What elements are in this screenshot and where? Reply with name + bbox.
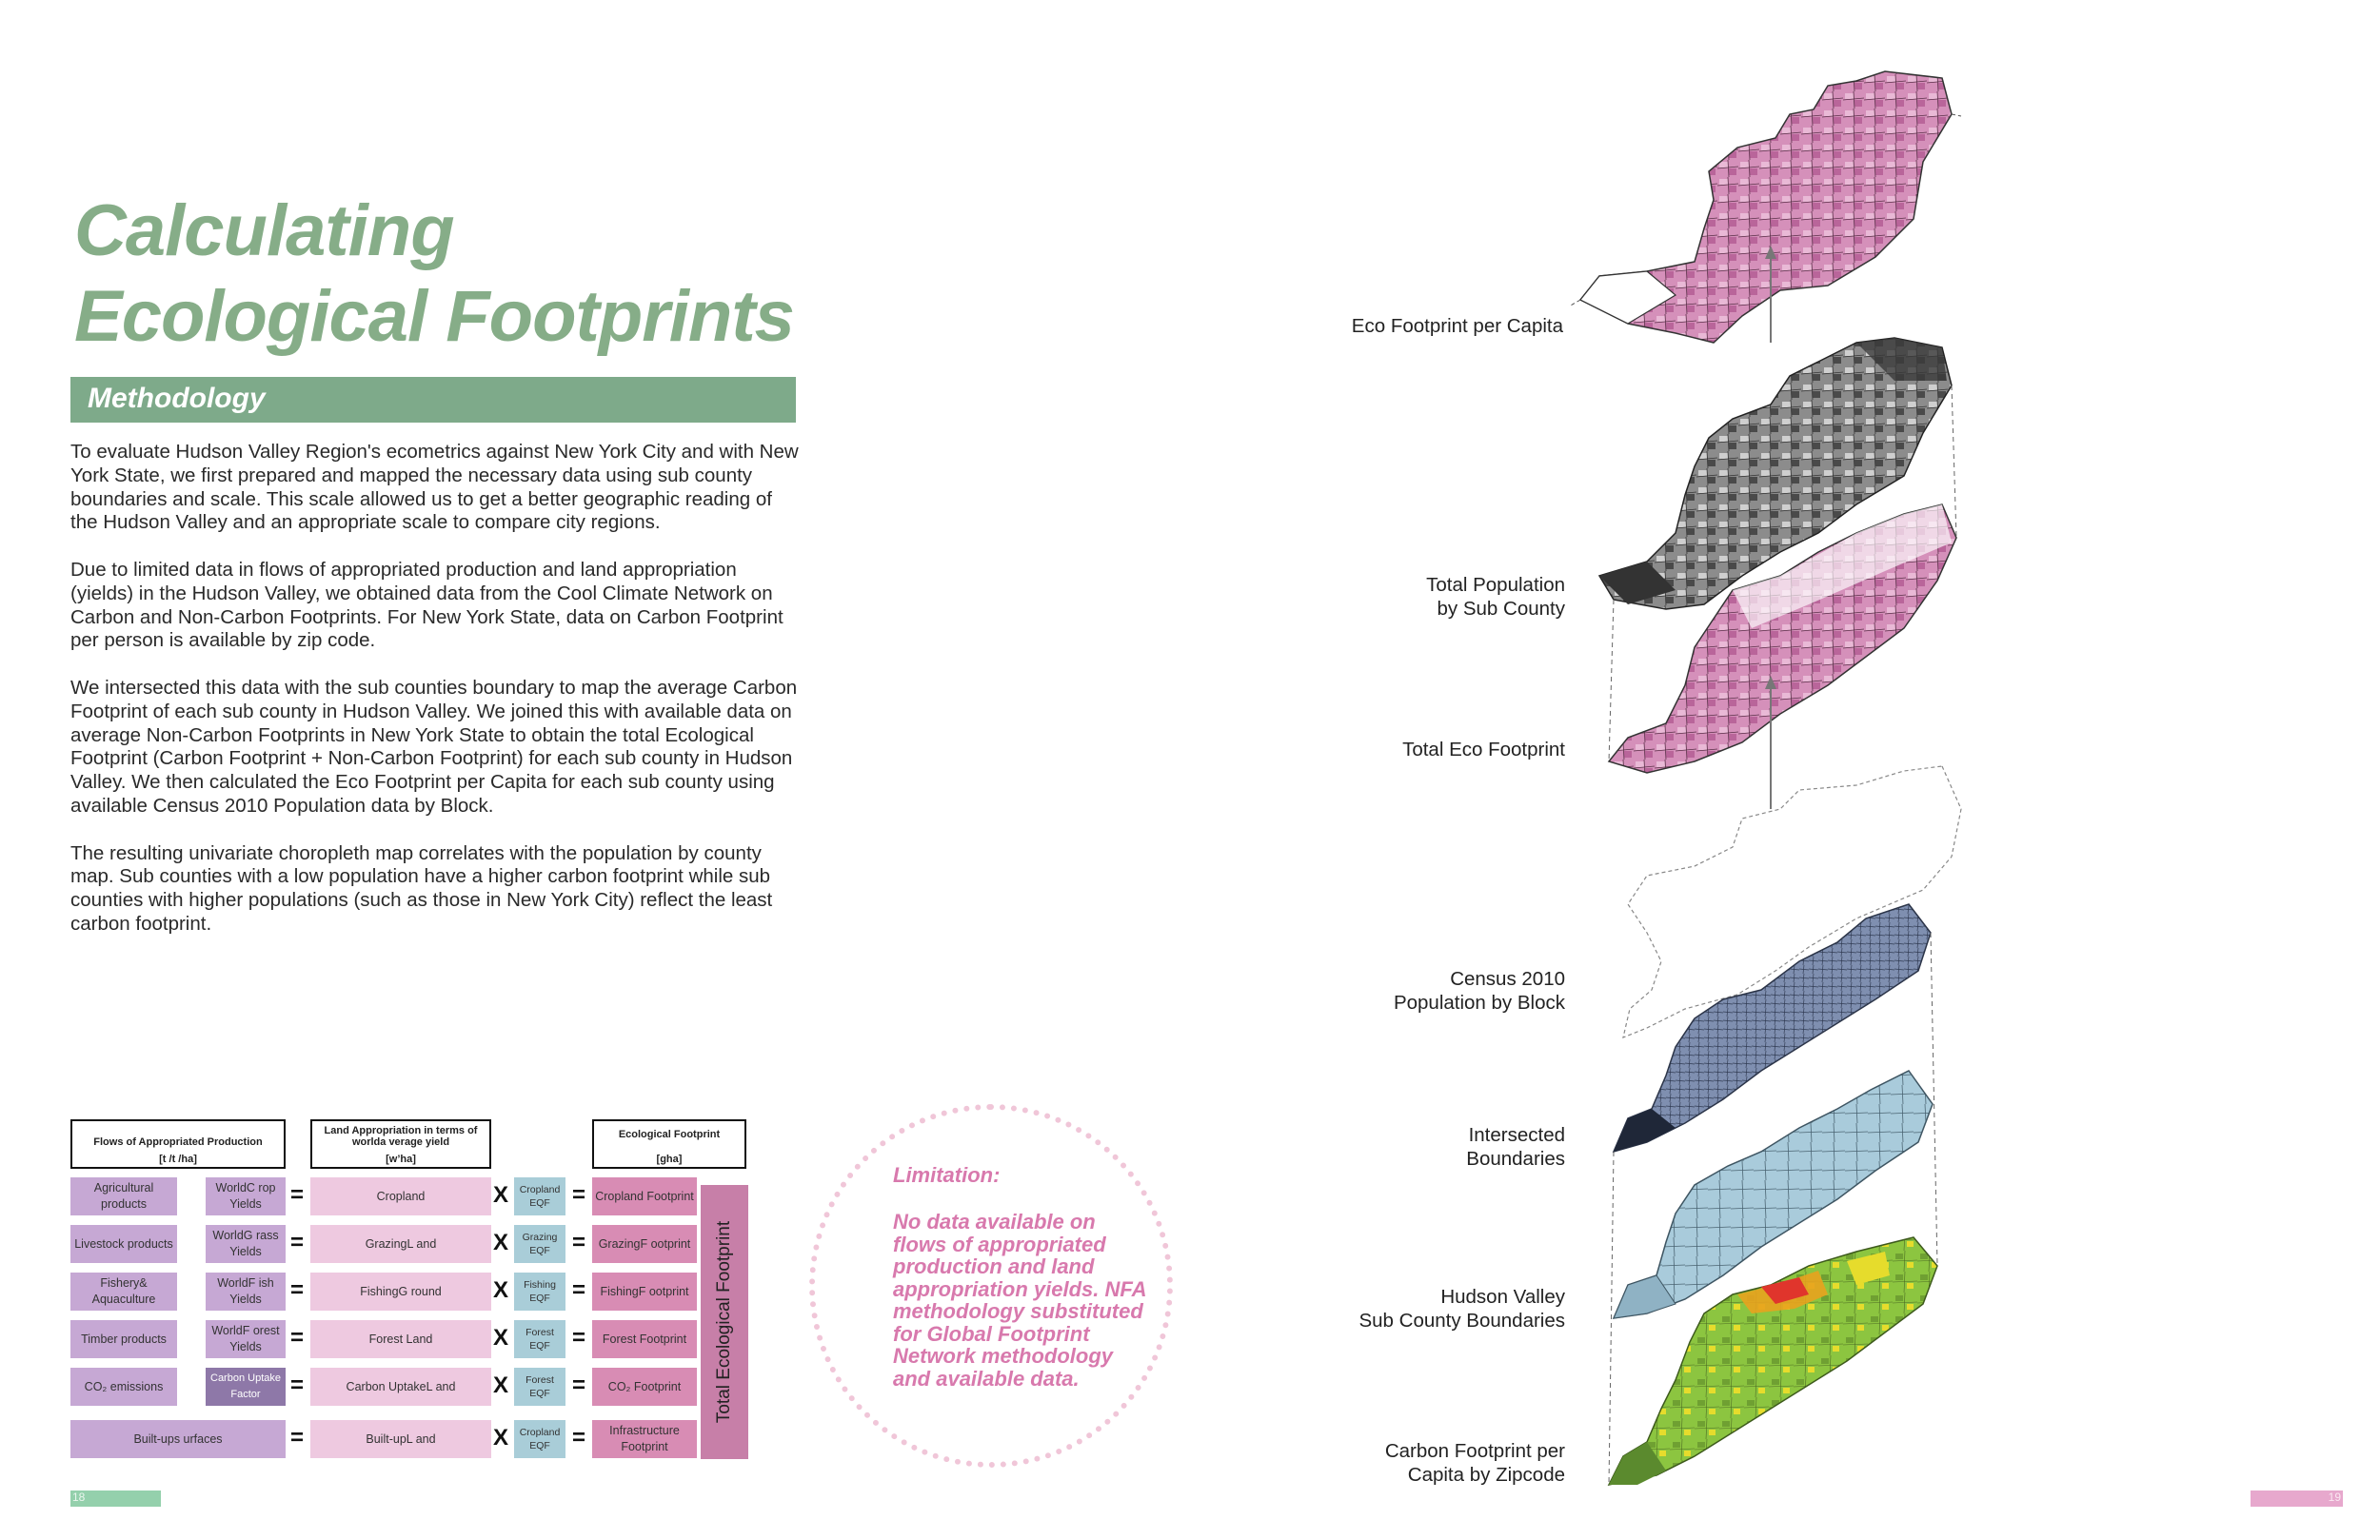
table-cell-eqf: Forest EQF <box>514 1320 565 1358</box>
table-cell-eqf: Cropland EQF <box>514 1177 565 1215</box>
table-cell-footprint: Infrastructure Footprint <box>592 1420 697 1458</box>
equals-sign: = <box>571 1230 585 1255</box>
times-sign: X <box>492 1425 508 1451</box>
table-cell-production: Built-ups urfaces <box>70 1420 286 1458</box>
paragraph: Due to limited data in flows of appropriated production and land appropriation (yields) in the Hudson Valley, we obtained data from the Cool Climate Network on Carbon and Non-Carbon Footprints. For New York State, data on Carbon Footprint per person is available by zip code. <box>70 558 783 652</box>
table-cell-footprint: Forest Footprint <box>592 1320 697 1358</box>
table-cell-production: Timber products <box>70 1320 177 1358</box>
layer-label-population-subcounty: Total Population by Sub County <box>1426 574 1565 620</box>
table-cell-land: FishingG round <box>310 1273 491 1311</box>
header-production: Flows of Appropriated Production <box>70 1119 286 1169</box>
times-sign: X <box>492 1182 508 1208</box>
paragraph: The resulting univariate choropleth map correlates with the population by county map. Sub counties with a low population have a higher carbon footprint while sub counties with higher populations (such as those in New York City) reflect the least carbon footprint. <box>70 841 773 935</box>
limitation-callout <box>809 1104 1173 1468</box>
unit-footprint: [gha] <box>656 1154 683 1165</box>
paragraph: We intersected this data with the sub counties boundary to map the average Carbon Footprint of each sub county in Hudson Valley. We joined this with available data on average Non-Carbon Footprints in New York State to obtain the total Ecological Footprint (Carbon Footprint + Non-Carbon Footprint) for each sub county in Hudson Valley. We then calculated the Eco Footprint per Capita for each sub county using available Census 2010 Population data by Block. <box>70 676 798 817</box>
equals-sign: = <box>571 1182 585 1208</box>
total-footprint-label: Total Ecological Footprint <box>714 1220 734 1424</box>
paragraph: To evaluate Hudson Valley Region's ecometrics against New York City and with New York State, we first prepared and mapped the necessary data using sub county boundaries and scale. This scale allowed us to get a better geographic reading of the Hudson Valley and an appropriate scale to compare city regions. <box>70 441 799 534</box>
times-sign: X <box>492 1372 508 1398</box>
header-land: Land Appropriation in terms of worlda verage yield <box>310 1119 491 1169</box>
section-header-bar <box>70 377 796 423</box>
table-cell-eqf: Forest EQF <box>514 1368 565 1406</box>
equals-sign: = <box>571 1277 585 1303</box>
table-cell-eqf: Cropland EQF <box>514 1420 565 1458</box>
page-number-right: 19 <box>2251 1491 2343 1507</box>
table-cell-yield: Carbon Uptake Factor <box>206 1368 286 1406</box>
total-footprint-bar <box>701 1185 748 1459</box>
layer-label-carbon-zipcode: Carbon Footprint per Capita by Zipcode <box>1384 1440 1565 1486</box>
table-cell-production: CO₂ emissions <box>70 1368 177 1406</box>
times-sign: X <box>492 1277 508 1303</box>
layer-label-intersected: Intersected Boundaries <box>1466 1124 1565 1170</box>
layer-label-eco-per-capita: Eco Footprint per Capita <box>1351 315 1563 337</box>
table-cell-footprint: Cropland Footprint <box>592 1177 697 1215</box>
limitation-body: No data available on flows of appropriated production and land appropriation yields. NFA methodology substituted for Global Footprint Network methodology and available data. <box>893 1210 1146 1391</box>
equals-sign: = <box>289 1425 304 1451</box>
table-cell-yield: WorldF orest Yields <box>206 1320 286 1358</box>
equals-sign: = <box>289 1182 304 1208</box>
table-cell-land: GrazingL and <box>310 1225 491 1263</box>
table-cell-footprint: CO₂ Footprint <box>592 1368 697 1406</box>
table-cell-land: Cropland <box>310 1177 491 1215</box>
page-title: Calculating Ecological Footprints <box>74 190 794 357</box>
section-label: Methodology <box>88 383 266 414</box>
times-sign: X <box>492 1230 508 1255</box>
equals-sign: = <box>571 1325 585 1351</box>
table-cell-eqf: Grazing EQF <box>514 1225 565 1263</box>
equals-sign: = <box>289 1277 304 1303</box>
table-cell-yield: WorldF ish Yields <box>206 1273 286 1311</box>
table-cell-land: Forest Land <box>310 1320 491 1358</box>
table-cell-yield: WorldG rass Yields <box>206 1225 286 1263</box>
table-cell-production: Fishery& Aquaculture <box>70 1273 177 1311</box>
equals-sign: = <box>289 1230 304 1255</box>
equals-sign: = <box>289 1372 304 1398</box>
times-sign: X <box>492 1325 508 1351</box>
table-cell-footprint: GrazingF ootprint <box>592 1225 697 1263</box>
table-cell-land: Built-upL and <box>310 1420 491 1458</box>
layer-label-subcounty-boundaries: Hudson Valley Sub County Boundaries <box>1359 1286 1565 1332</box>
unit-land: [w’ha] <box>386 1154 416 1165</box>
layer-label-census-block: Census 2010 Population by Block <box>1393 968 1565 1014</box>
equals-sign: = <box>571 1425 585 1451</box>
layer-label-total-eco: Total Eco Footprint <box>1402 739 1565 760</box>
equals-sign: = <box>571 1372 585 1398</box>
unit-production: [t /t /ha] <box>159 1154 197 1165</box>
table-cell-yield: WorldC rop Yields <box>206 1177 286 1215</box>
stacked-map-layers <box>1571 57 1971 1523</box>
table-cell-land: Carbon UptakeL and <box>310 1368 491 1406</box>
limitation-title: Limitation: <box>893 1163 1001 1187</box>
table-cell-eqf: Fishing EQF <box>514 1273 565 1311</box>
header-footprint: Ecological Footprint <box>592 1119 746 1169</box>
equals-sign: = <box>289 1325 304 1351</box>
table-cell-production: Livestock products <box>70 1225 177 1263</box>
methodology-text <box>70 441 803 960</box>
table-cell-footprint: FishingF ootprint <box>592 1273 697 1311</box>
page-number-left: 18 <box>70 1491 161 1507</box>
table-cell-production: Agricultural products <box>70 1177 177 1215</box>
